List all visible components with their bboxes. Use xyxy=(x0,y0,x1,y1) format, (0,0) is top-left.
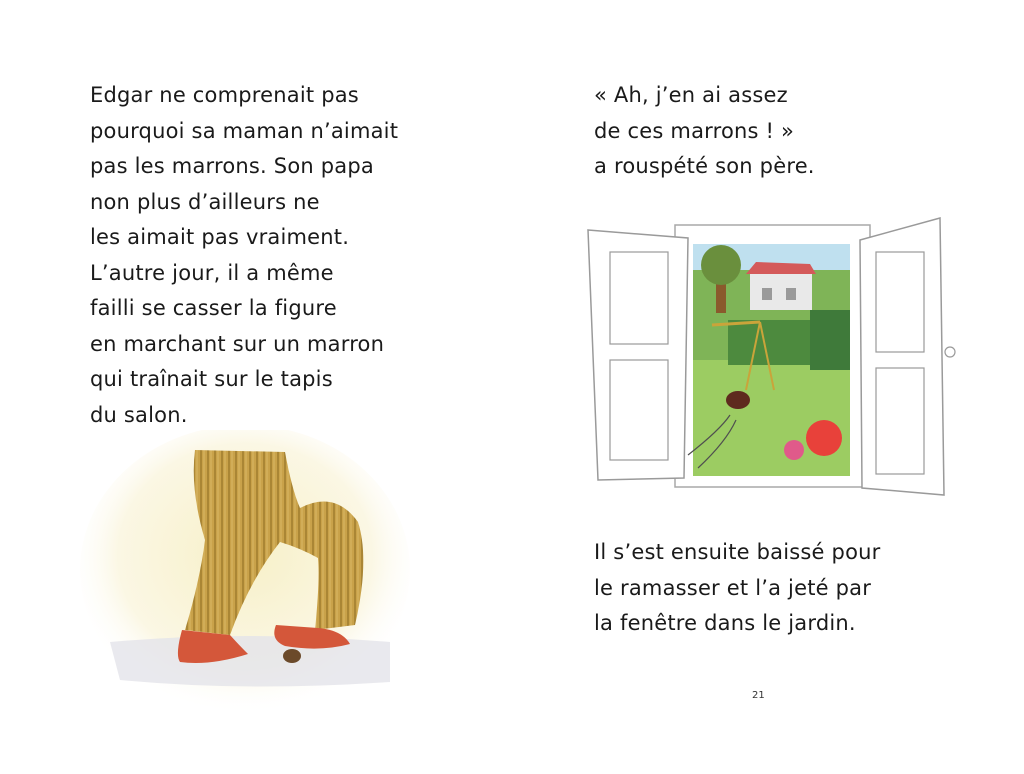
text-line: en marchant sur un marron xyxy=(90,331,385,356)
text-line: de ces marrons ! » xyxy=(594,118,795,143)
page-number: 21 xyxy=(752,690,765,701)
text-line: pourquoi sa maman n’aimait xyxy=(90,118,399,143)
text-line: a rouspété son père. xyxy=(594,154,815,178)
legs-illustration xyxy=(80,430,410,720)
text-line: la fenêtre dans le jardin. xyxy=(594,611,856,635)
text-line: « Ah, j’en ai assez xyxy=(594,83,788,107)
text-line: Edgar ne comprenait pas xyxy=(90,83,359,107)
right-page-quote-text xyxy=(594,78,815,185)
text-line: non plus d’ailleurs ne xyxy=(90,189,320,214)
text-line: Il s’est ensuite baissé pour xyxy=(594,540,881,564)
text-line: les aimait pas vraiment. xyxy=(90,225,350,249)
window-illustration xyxy=(580,210,970,510)
text-line: du salon. xyxy=(90,402,188,427)
text-line: pas les marrons. Son papa xyxy=(90,154,374,178)
text-line: qui traînait sur le tapis xyxy=(90,367,333,391)
text-line: failli se casser la figure xyxy=(90,296,337,320)
text-line: le ramasser et l’a jeté par xyxy=(594,575,872,600)
left-page-text xyxy=(90,78,398,433)
text-line: L’autre jour, il a même xyxy=(90,260,334,285)
right-page-body-text xyxy=(594,535,880,642)
